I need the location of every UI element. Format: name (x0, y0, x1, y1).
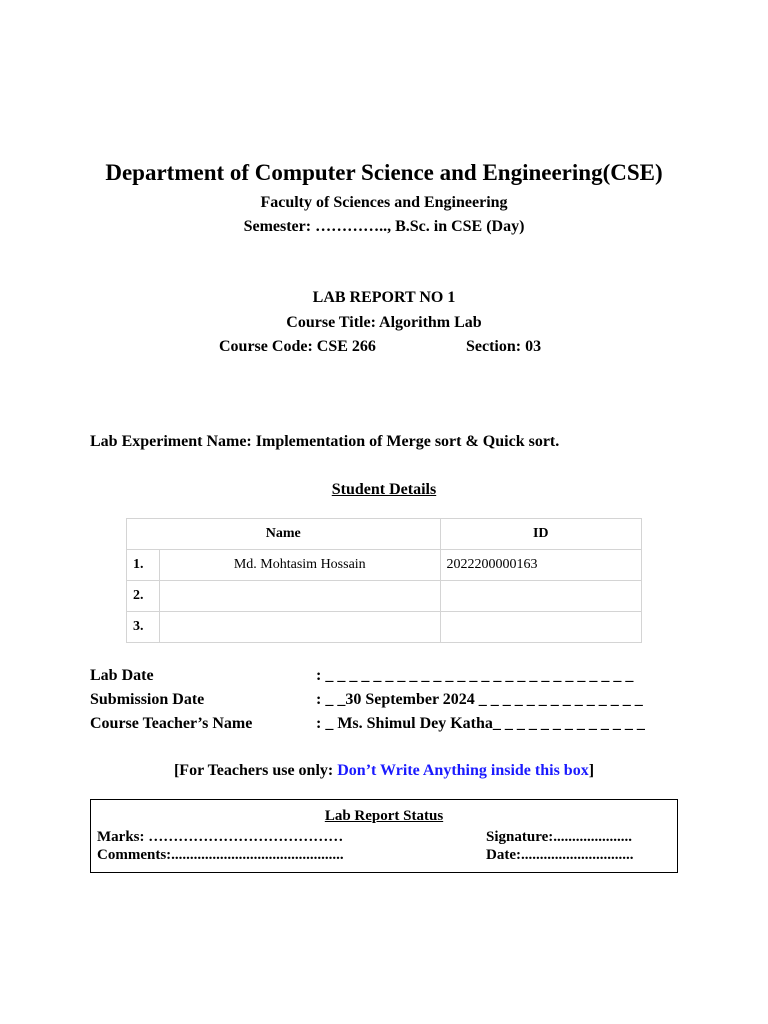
course-code: Course Code: CSE 266 (219, 338, 376, 355)
marks-field: Marks: ………………………………… (97, 829, 344, 845)
section-number: Section: 03 (466, 338, 542, 355)
lab-report-status-box (90, 799, 678, 873)
student-details-heading: Student Details (331, 481, 437, 498)
table-row (127, 612, 642, 643)
department-heading: Department of Computer Science and Engineering(CSE) (105, 160, 663, 185)
submission-date-label: Submission Date (90, 691, 205, 708)
lab-date-label: Lab Date (90, 667, 154, 684)
comments-field: Comments:.............................................. (97, 847, 344, 863)
teacher-name-value: : _ Ms. Shimul Dey Katha_ _ _ _ _ _ _ _ _ _ _ _ _ (316, 715, 645, 732)
column-header-name: Name (127, 519, 441, 550)
student-id (440, 581, 641, 612)
student-table (126, 518, 642, 643)
teacher-name-label: Course Teacher’s Name (90, 715, 253, 732)
row-number: 1. (127, 550, 160, 581)
table-header-row (127, 519, 642, 550)
student-id (440, 612, 641, 643)
student-id: 2022200000163 (440, 550, 641, 581)
student-name (160, 581, 441, 612)
table-row (127, 581, 642, 612)
student-name (160, 612, 441, 643)
row-number: 2. (127, 581, 160, 612)
report-number: LAB REPORT NO 1 (312, 289, 456, 306)
column-header-id: ID (440, 519, 641, 550)
teacher-note (0, 762, 768, 780)
submission-date-value: : _ _30 September 2024 _ _ _ _ _ _ _ _ _ _ _ _ _ _ (316, 691, 643, 708)
course-title: Course Title: Algorithm Lab (286, 314, 482, 331)
date-field: Date:.............................. (486, 847, 634, 863)
table-row (127, 550, 642, 581)
signature-field: Signature:..................... (486, 829, 632, 845)
teacher-note-warning: Don’t Write Anything inside this box (337, 762, 589, 779)
teacher-note-suffix: ] (588, 762, 595, 779)
experiment-name: Lab Experiment Name: Implementation of Merge sort & Quick sort. (90, 433, 560, 450)
teacher-note-prefix: [For Teachers use only: (173, 762, 338, 779)
status-box-title: Lab Report Status (324, 808, 444, 824)
student-name: Md. Mohtasim Hossain (160, 550, 441, 581)
row-number: 3. (127, 612, 160, 643)
faculty-name: Faculty of Sciences and Engineering (260, 194, 508, 211)
semester-line: Semester: ………….., B.Sc. in CSE (Day) (243, 218, 525, 235)
lab-date-value: : _ _ _ _ _ _ _ _ _ _ _ _ _ _ _ _ _ _ _ _ _ _ _ _ _ _ (316, 667, 634, 684)
